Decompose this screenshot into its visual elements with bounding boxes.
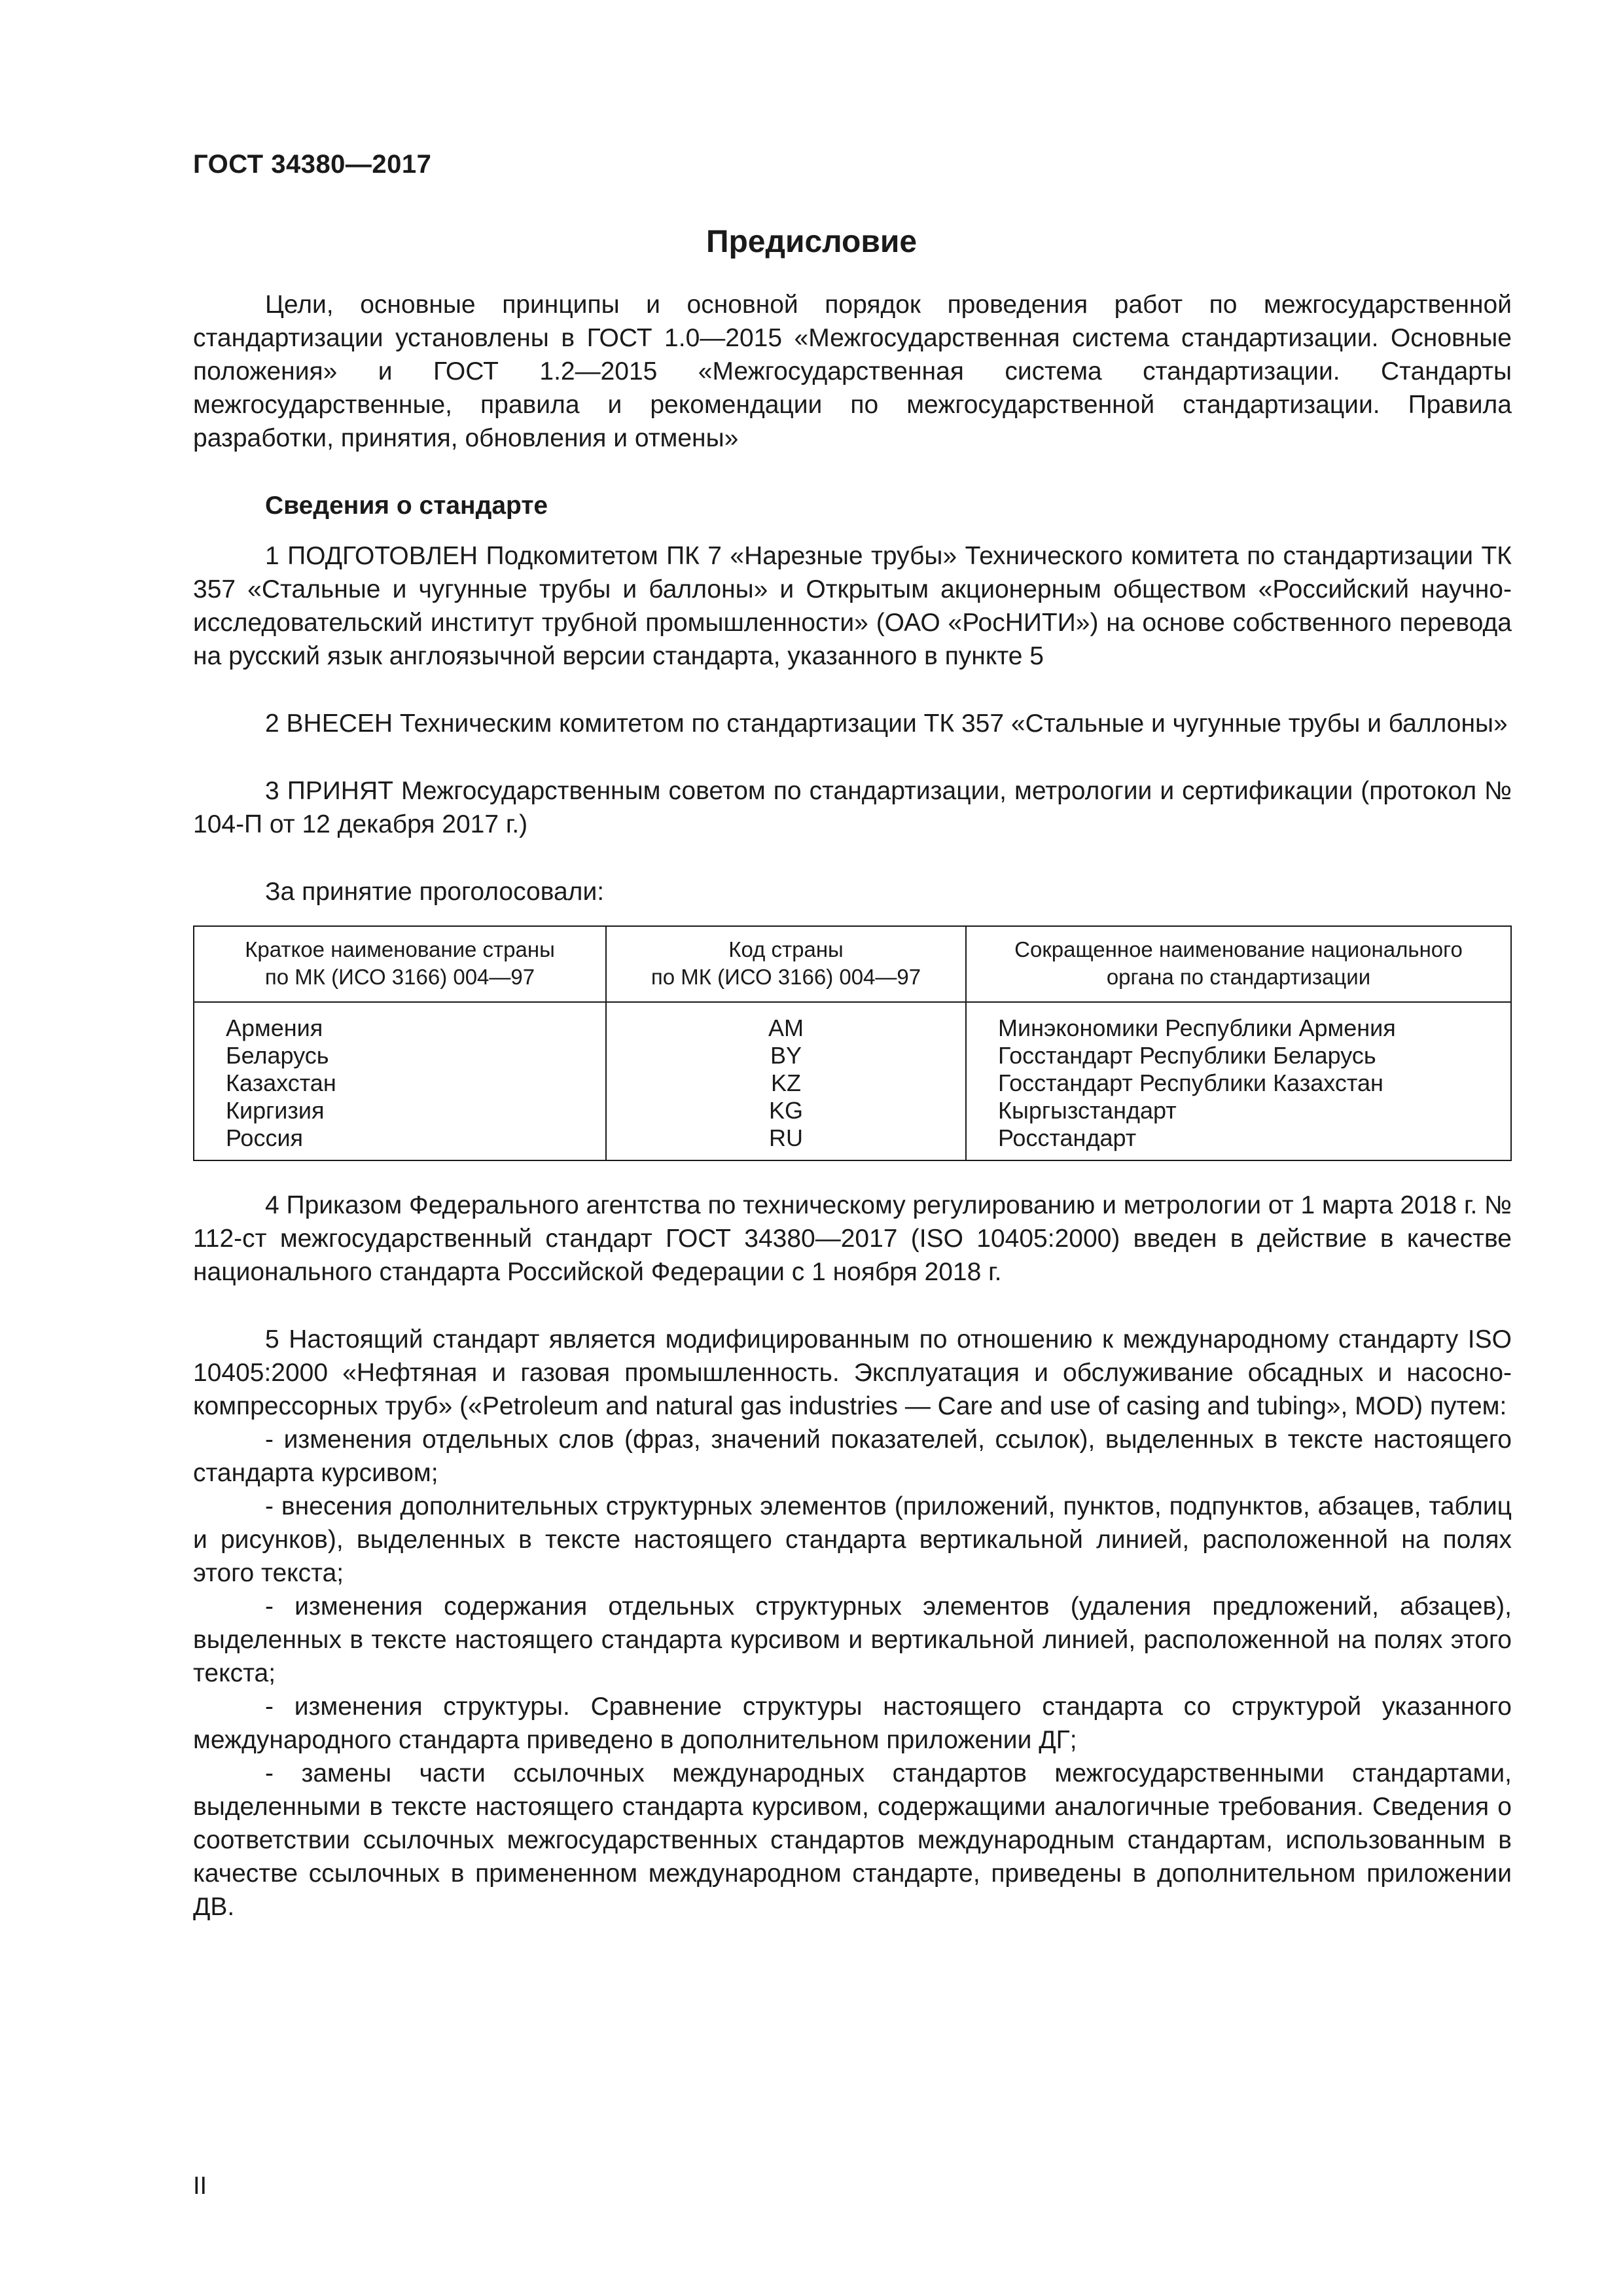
intro-paragraph: Цели, основные принципы и основной порядок проведения работ по межгосударственной стандартизации установлены в ГОСТ 1.0—2015 «Межгосударственная система стандартизации. Основные положения» и ГОСТ 1.2—2015 «Межгосударственная система стандартизации. Стандарты межгосударственные, правила и рекомендации по межгосударственной стандартизации. Правила разработки, принятия, обновления и отмены» [193, 291, 1512, 452]
code-cell: AM [606, 1002, 966, 1042]
item-5-paragraph: 5 Настоящий стандарт является модифицированным по отношению к международному стандарту ISO 10405:2000 «Нефтяная и газовая промышленность. Эксплуатация и обслуживание обсадных и насосно-компрессорных труб» («Petroleum and natural gas industries — Care and use of casing and tubing», MOD) путем: [193, 1325, 1512, 1420]
country-cell: Казахстан [194, 1069, 606, 1097]
column-header-code [606, 926, 966, 1002]
item-4-paragraph: 4 Приказом Федерального агентства по техническому регулированию и метрологии от 1 марта 2018 г. № 112-ст межгосударственный стандарт ГОСТ 34380—2017 (ISO 10405:2000) введен в действие в качестве национального стандарта Российской Федерации с 1 ноября 2018 г. [193, 1191, 1512, 1286]
body-cell: Минэкономики Республики Армения [966, 1002, 1511, 1042]
column-header-line: органа по стандартизации [1106, 965, 1371, 989]
preface-content [193, 288, 1512, 1924]
column-header-country [194, 926, 606, 1002]
list-item: - замены части ссылочных международных стандартов межгосударственными стандартами, выделенными в тексте настоящего стандарта курсивом, содержащими аналогичные требования. Сведения о соответствии ссылочных межгосударственных стандартов международным стандартам, использованным в качестве ссылочных в примененном международном стандарте, приведены в дополнительном приложении ДВ. [193, 1759, 1512, 1921]
column-header-body [966, 926, 1511, 1002]
table-header-row [194, 926, 1511, 1002]
list-item: - изменения содержания отдельных структурных элементов (удаления предложений, абзацев), выделенных в тексте настоящего стандарта курсивом и вертикальной линией, расположенной на полях этого текста; [193, 1592, 1512, 1687]
code-cell: RU [606, 1124, 966, 1160]
column-header-line: Сокращенное наименование национального [1014, 937, 1463, 961]
standard-code-header: ГОСТ 34380—2017 [193, 150, 432, 179]
list-item: - изменения отдельных слов (фраз, значений показателей, ссылок), выделенных в тексте настоящего стандарта курсивом; [193, 1426, 1512, 1487]
item-2-paragraph: 2 ВНЕСЕН Техническим комитетом по стандартизации ТК 357 «Стальные и чугунные трубы и баллоны» [265, 709, 1508, 738]
code-cell: KZ [606, 1069, 966, 1097]
page-number: II [193, 2172, 207, 2200]
body-cell: Росстандарт [966, 1124, 1511, 1160]
code-cell: KG [606, 1097, 966, 1124]
column-header-line: Краткое наименование страны [245, 937, 555, 961]
table-row [194, 1124, 1511, 1160]
table-row [194, 1042, 1511, 1069]
table-row [194, 1069, 1511, 1097]
item-3-paragraph: 3 ПРИНЯТ Межгосударственным советом по стандартизации, метрологии и сертификации (протокол № 104-П от 12 декабря 2017 г.) [193, 777, 1512, 838]
page-title: Предисловие [705, 224, 918, 259]
item-1-paragraph: 1 ПОДГОТОВЛЕН Подкомитетом ПК 7 «Нарезные трубы» Технического комитета по стандартизации ТК 357 «Стальные и чугунные трубы и баллоны» и Открытым акционерным обществом «Российский научно-исследовательский институт трубной промышленности» (ОАО «РосНИТИ») на основе собственного перевода на русский язык англоязычной версии стандарта, указанного в пункте 5 [193, 542, 1512, 670]
voted-label: За принятие проголосовали: [265, 878, 605, 906]
column-header-line: по МК (ИСО 3166) 004—97 [264, 965, 535, 989]
body-cell: Госстандарт Республики Беларусь [966, 1042, 1511, 1069]
table-row [194, 1097, 1511, 1124]
body-cell: Кыргызстандарт [966, 1097, 1511, 1124]
voting-table [193, 925, 1512, 1161]
table-row [194, 1002, 1511, 1042]
list-item: - изменения структуры. Сравнение структуры настоящего стандарта со структурой указанного международного стандарта приведено в дополнительном приложении ДГ; [193, 1693, 1512, 1754]
country-cell: Россия [194, 1124, 606, 1160]
column-header-line: Код страны [728, 937, 844, 961]
country-cell: Беларусь [194, 1042, 606, 1069]
code-cell: BY [606, 1042, 966, 1069]
body-cell: Госстандарт Республики Казахстан [966, 1069, 1511, 1097]
column-header-line: по МК (ИСО 3166) 004—97 [651, 965, 921, 989]
info-heading: Сведения о стандарте [265, 492, 548, 520]
country-cell: Армения [194, 1002, 606, 1042]
country-cell: Киргизия [194, 1097, 606, 1124]
list-item: - внесения дополнительных структурных элементов (приложений, пунктов, подпунктов, абзацев, таблиц и рисунков), выделенных в тексте настоящего стандарта вертикальной линией, расположенной на полях этого текста; [193, 1492, 1512, 1587]
